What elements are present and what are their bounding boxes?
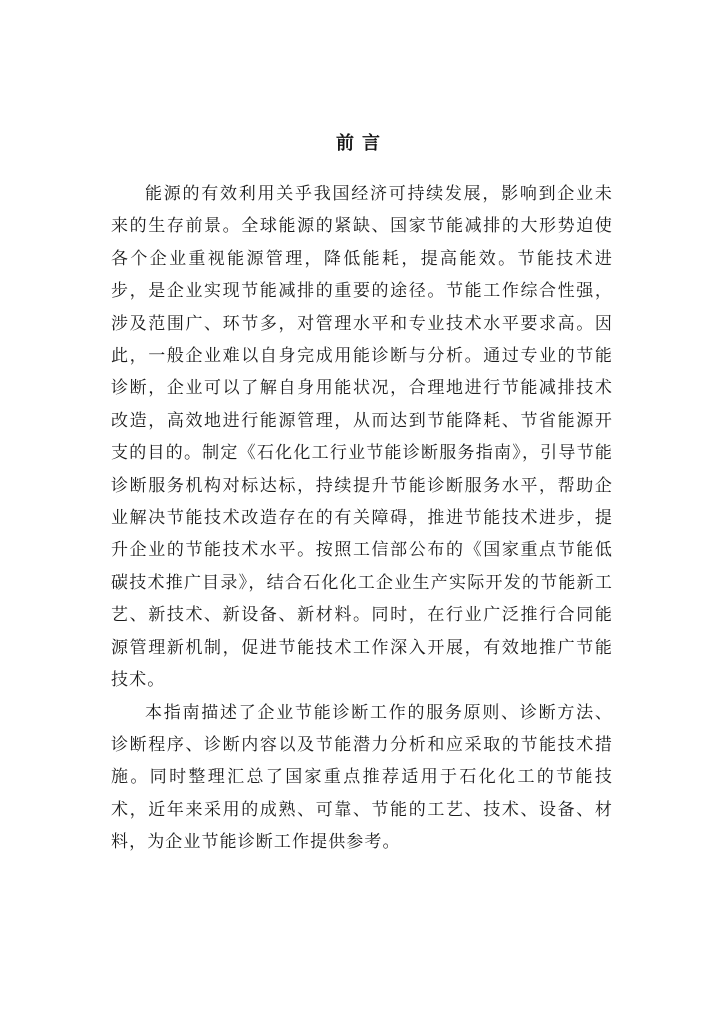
body-text <box>111 178 613 859</box>
paragraph-1: 能源的有效利用关乎我国经济可持续发展，影响到企业未来的生存前景。全球能源的紧缺、国家节能减排的大形势迫使各个企业重视能源管理，降低能耗，提高能效。节能技术进步，是企业实现节能减排的重要的途径。节能工作综合性强，涉及范围广、环节多，对管理水平和专业技术水平要求高。因此，一般企业难以自身完成用能诊断与分析。通过专业的节能诊断，企业可以了解自身用能状况，合理地进行节能减排技术改造，高效地进行能源管理，从而达到节能降耗、节省能源开支的目的。制定《石化化工行业节能诊断服务指南》，引导节能诊断服务机构对标达标，持续提升节能诊断服务水平，帮助企业解决节能技术改造存在的有关障碍，推进节能技术进步，提升企业的节能技术水平。按照工信部公布的《国家重点节能低碳技术推广目录》，结合石化化工企业生产实际开发的节能新工艺、新技术、新设备、新材料。同时，在行业广泛推行合同能源管理新机制，促进节能技术工作深入开展，有效地推广节能技术。 <box>111 184 613 691</box>
page-title: 前言 <box>336 133 388 154</box>
paragraph-2: 本指南描述了企业节能诊断工作的服务原则、诊断方法、诊断程序、诊断内容以及节能潜力分析和应采取的节能技术措施。同时整理汇总了国家重点推荐适用于石化化工的节能技术，近年来采用的成熟、可靠、节能的工艺、技术、设备、材料，为企业节能诊断工作提供参考。 <box>111 702 613 853</box>
